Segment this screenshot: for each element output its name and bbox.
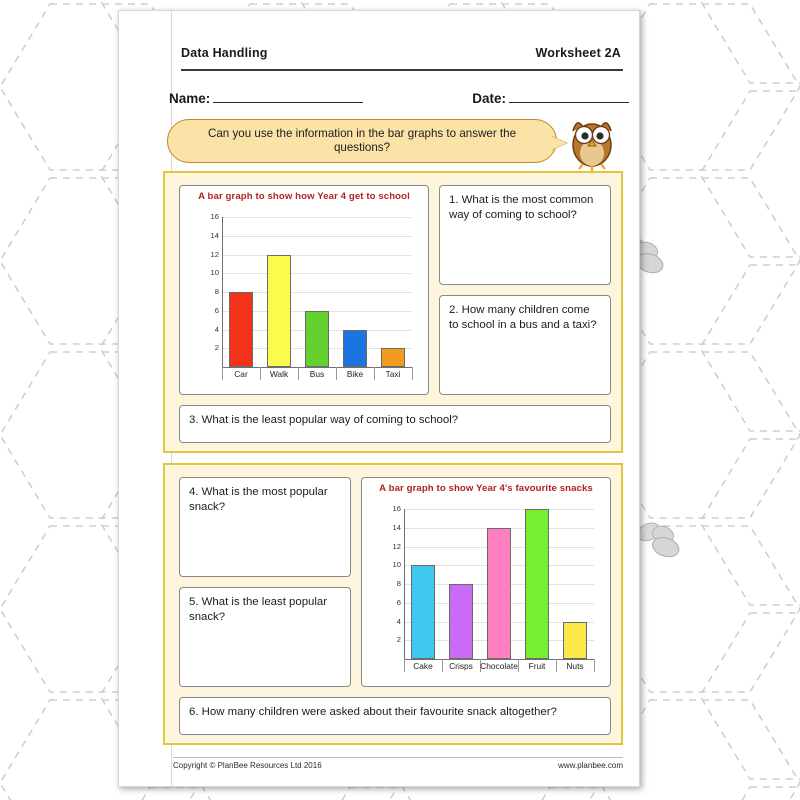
chart-plot-area-snacks	[392, 504, 594, 671]
header-worksheet-number: Worksheet 2A	[535, 46, 621, 60]
page-footer	[173, 761, 623, 770]
y-axis-tick-label: 10	[392, 560, 401, 570]
chart-bar	[525, 509, 549, 659]
instruction-text: Can you use the information in the bar graphs to answer the questions?	[207, 126, 517, 154]
name-label: Name:	[169, 91, 211, 106]
question-2-text: 2. How many children come to school in a bus and a taxi?	[449, 304, 597, 332]
bar-chart-transport	[179, 185, 429, 395]
x-axis-category-label: Taxi	[385, 369, 401, 379]
y-axis-tick-label: 14	[392, 522, 401, 532]
x-axis-category-label: Crisps	[449, 661, 473, 671]
worksheet-page	[118, 10, 640, 787]
chart-title-transport: A bar graph to show how Year 4 get to school	[198, 191, 410, 202]
date-label: Date:	[472, 91, 506, 106]
question-5-box[interactable]	[179, 587, 351, 687]
y-axis-tick-label: 4	[214, 324, 219, 334]
x-axis-separator	[222, 367, 223, 380]
y-axis-tick-label: 12	[210, 249, 219, 259]
y-axis-tick-label: 2	[214, 343, 219, 353]
question-4-box[interactable]	[179, 477, 351, 577]
chart-title-snacks: A bar graph to show Year 4's favourite snacks	[379, 483, 593, 494]
chart-plot-area-transport	[210, 212, 412, 379]
name-date-row	[169, 89, 629, 106]
question-1-text: 1. What is the most common way of coming to school?	[449, 194, 594, 222]
y-axis	[222, 217, 223, 367]
chart-gridline	[404, 509, 594, 510]
y-axis-tick-label: 16	[392, 504, 401, 514]
bee-icon	[636, 520, 690, 560]
question-2-box[interactable]	[439, 295, 611, 395]
question-1-box[interactable]	[439, 185, 611, 285]
question-3-text: 3. What is the least popular way of coming to school?	[189, 414, 459, 426]
x-axis-category-label: Chocolate	[480, 661, 518, 671]
chart-bar	[343, 330, 367, 368]
chart-bar	[487, 528, 511, 659]
website-link[interactable]: www.planbee.com	[558, 761, 623, 770]
x-axis	[222, 367, 412, 368]
instruction-bubble	[167, 119, 557, 163]
chart-bar	[563, 622, 587, 660]
question-5-text: 5. What is the least popular snack?	[189, 596, 328, 624]
x-axis	[404, 659, 594, 660]
chart-gridline	[222, 217, 412, 218]
y-axis-tick-label: 10	[210, 268, 219, 278]
x-axis-category-label: Car	[234, 369, 248, 379]
chart-bar	[267, 255, 291, 368]
worksheet-header	[181, 46, 621, 60]
x-axis-separator	[412, 367, 413, 380]
chart-bar	[449, 584, 473, 659]
chart-bar	[411, 565, 435, 659]
y-axis-tick-label: 2	[396, 635, 401, 645]
y-axis	[404, 509, 405, 659]
name-input-line[interactable]	[213, 89, 363, 103]
section-top	[163, 171, 623, 453]
y-axis-tick-label: 12	[392, 541, 401, 551]
y-axis-tick-label: 6	[214, 305, 219, 315]
x-axis-category-label: Fruit	[528, 661, 546, 671]
chart-bar	[229, 292, 253, 367]
bar-chart-snacks	[361, 477, 611, 687]
section-bottom	[163, 463, 623, 745]
footer-divider	[173, 757, 623, 758]
x-axis-category-label: Cake	[413, 661, 433, 671]
chart-gridline	[222, 236, 412, 237]
y-axis-tick-label: 14	[210, 230, 219, 240]
date-input-line[interactable]	[509, 89, 629, 103]
y-axis-tick-label: 16	[210, 212, 219, 222]
header-divider	[181, 69, 623, 71]
x-axis-separator	[594, 659, 595, 672]
x-axis-category-label: Bike	[346, 369, 364, 379]
y-axis-tick-label: 4	[396, 616, 401, 626]
y-axis-tick-label: 8	[396, 579, 401, 589]
x-axis-separator	[404, 659, 405, 672]
question-6-box[interactable]	[179, 697, 611, 735]
owl-icon	[561, 109, 623, 171]
y-axis-tick-label: 6	[396, 597, 401, 607]
question-4-text: 4. What is the most popular snack?	[189, 486, 328, 514]
x-axis-category-label: Nuts	[566, 661, 584, 671]
x-axis-category-label: Walk	[269, 369, 289, 379]
y-axis-tick-label: 8	[214, 287, 219, 297]
chart-bar	[381, 348, 405, 367]
header-topic: Data Handling	[181, 46, 268, 60]
question-6-text: 6. How many children were asked about their favourite snack altogether?	[189, 706, 557, 718]
chart-gridline	[222, 273, 412, 274]
chart-bar	[305, 311, 329, 367]
copyright-text: Copyright © PlanBee Resources Ltd 2016	[173, 761, 322, 770]
chart-gridline	[222, 255, 412, 256]
x-axis-category-label: Bus	[309, 369, 325, 379]
question-3-box[interactable]	[179, 405, 611, 443]
